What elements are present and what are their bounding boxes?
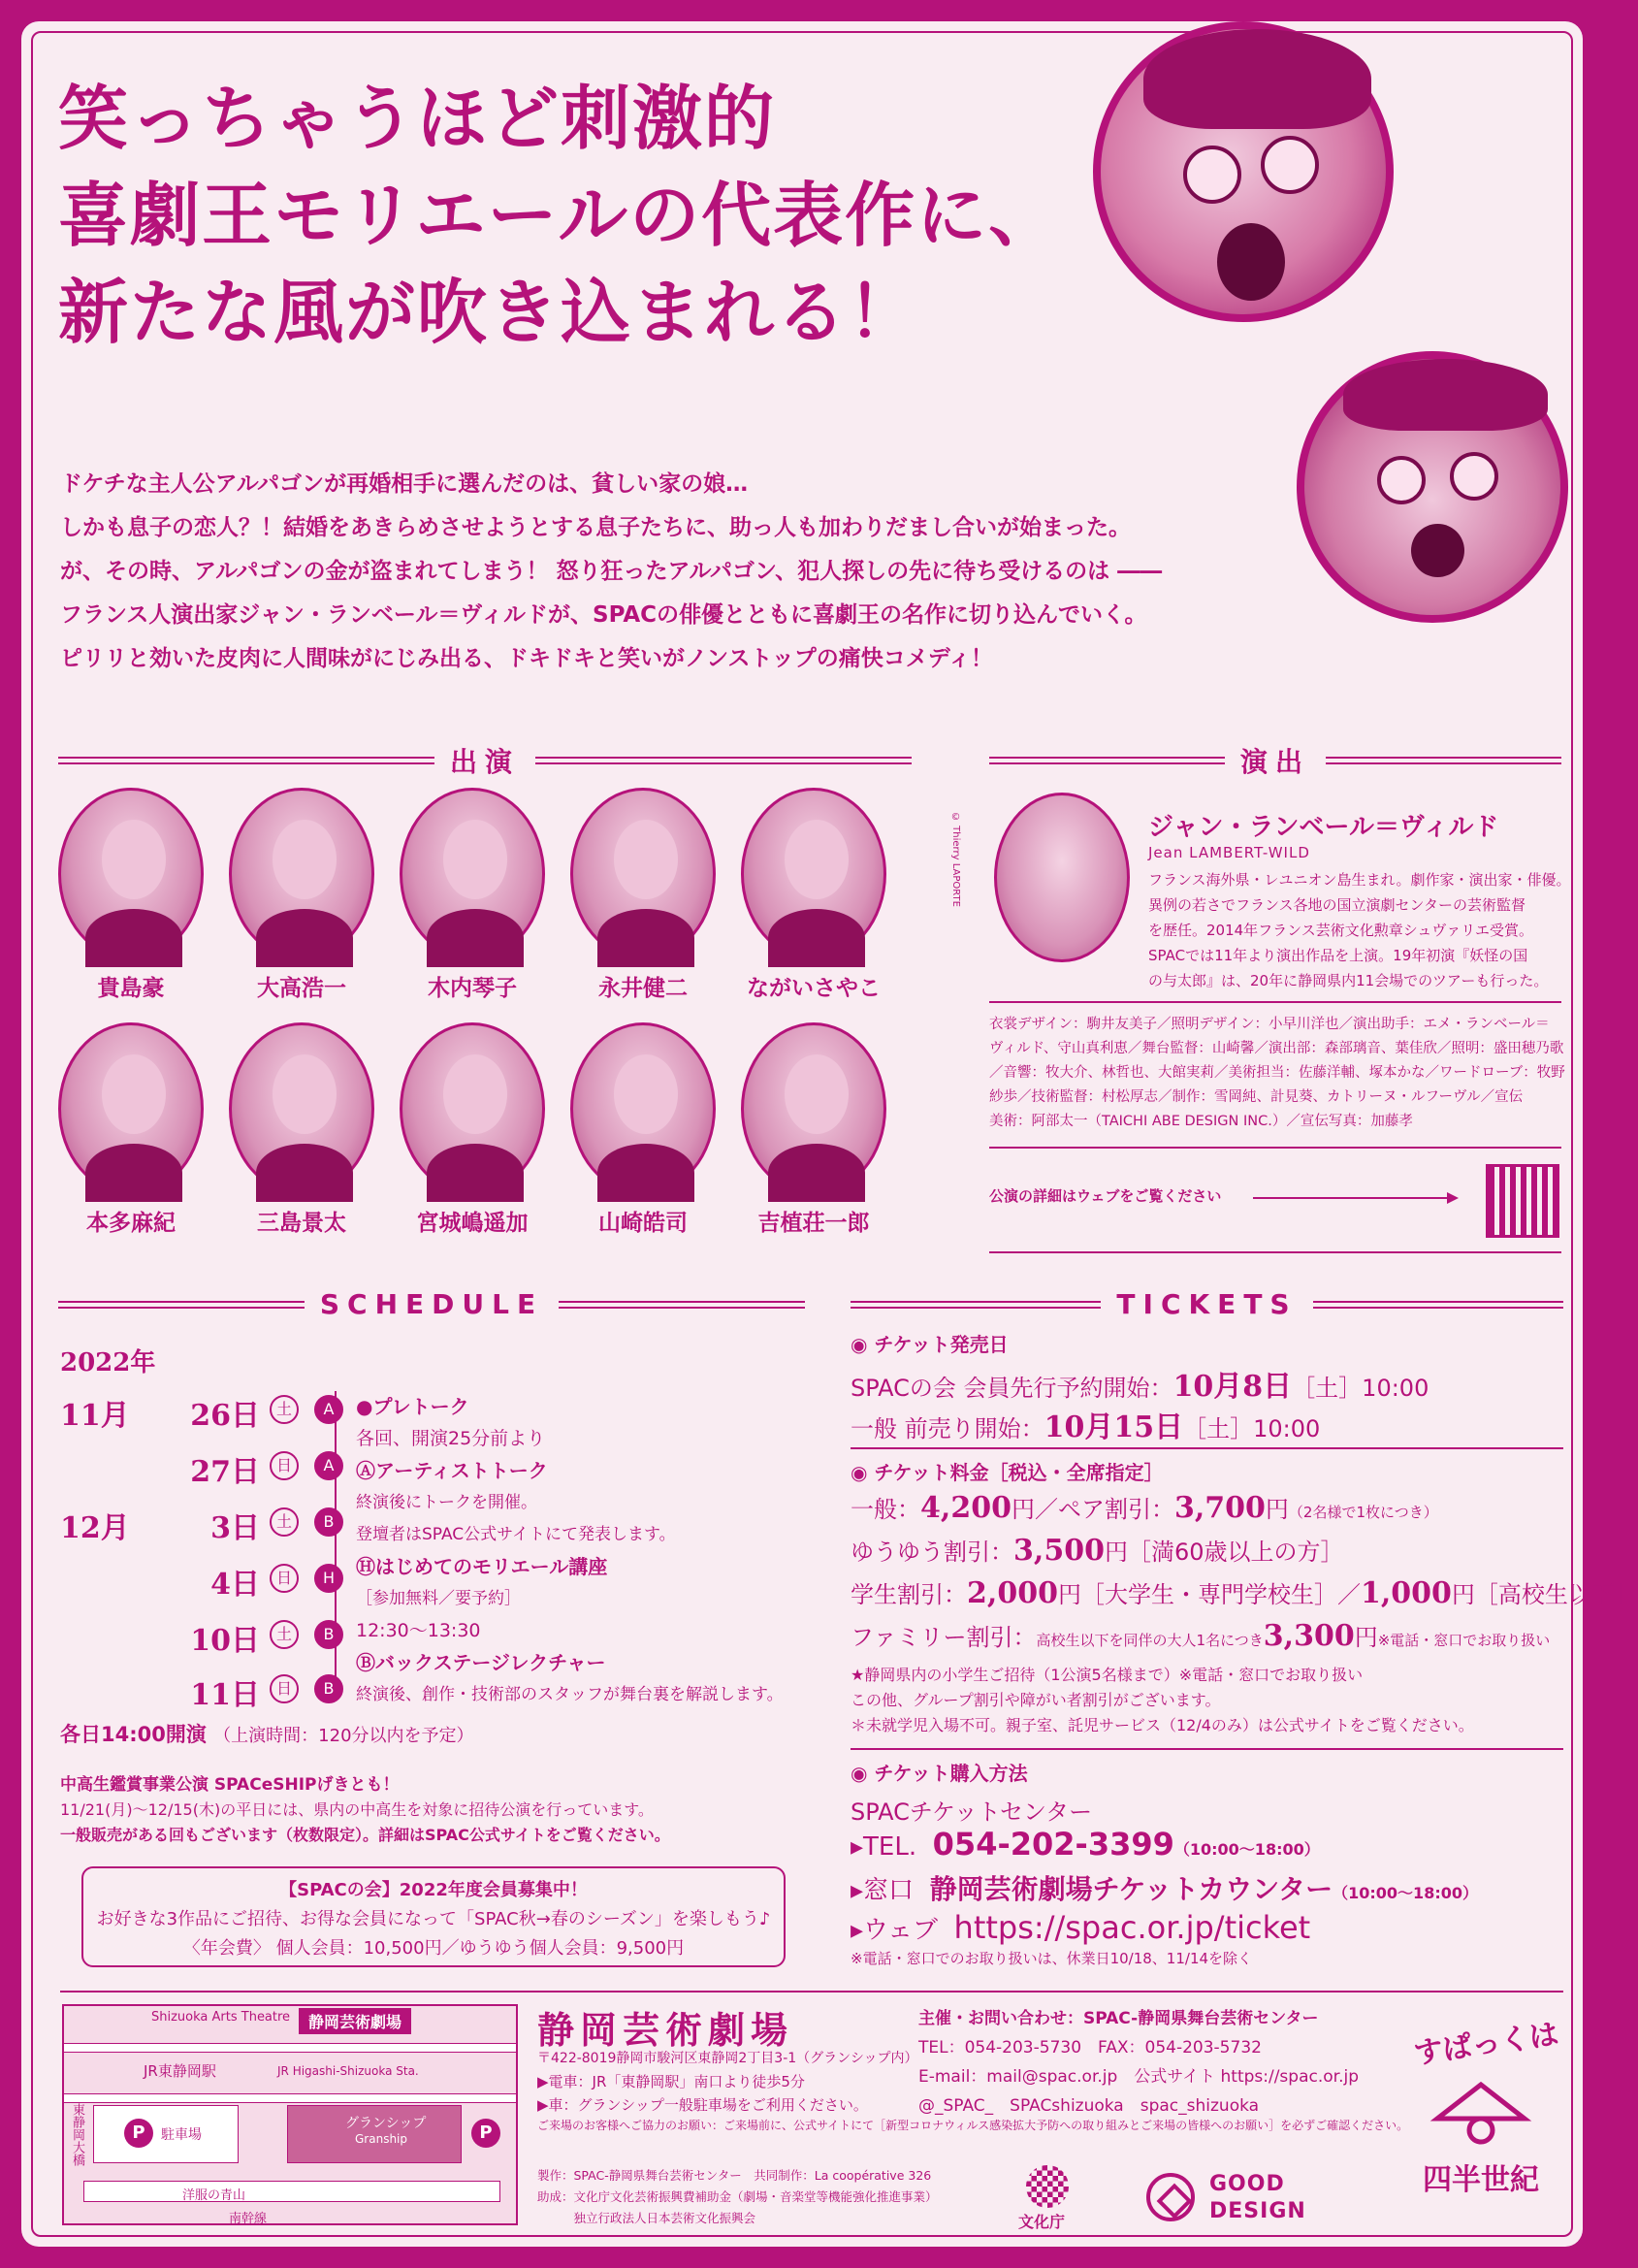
contact-line: TEL：054-203-5730 FAX：054-203-5732 [918, 2038, 1262, 2057]
membership-text: お好きな3作品にご招待、お得な会員になって「SPAC秋→春のシーズン」を楽しもう♪ [96, 1909, 771, 1929]
schedule-year: 2022年 [60, 1348, 156, 1377]
logo-line: すぱっくは [1411, 2017, 1561, 2072]
membership-fee: 〈年会費〉 個人会員：10,500円／ゆうゆう個人会員：9,500円 [182, 1938, 685, 1959]
price-note: 円［大学生・専門学校生］／ [1057, 1581, 1361, 1608]
window-label: ▸窓口 [851, 1876, 915, 1905]
map-south-road [83, 2181, 500, 2202]
cast-name: 貴島豪 [97, 975, 165, 1001]
map-theatre-tag: 静岡芸術劇場 [299, 2008, 411, 2034]
venue-train: ▶電車：JR「東静岡駅」南口より徒歩5分 [537, 2073, 805, 2090]
price-family [851, 1618, 1550, 1653]
cast-photo [400, 788, 545, 960]
price-label: 学生割引： [851, 1581, 967, 1608]
map-rail [64, 2043, 516, 2053]
bio-line: SPACでは11年より演出作品を上演。19年初演『妖怪の国 [1148, 947, 1528, 964]
event-heading: Ⓗはじめてのモリエール講座 [356, 1555, 608, 1578]
price-value: 3,500 [1013, 1534, 1105, 1568]
cast-photo [229, 1022, 374, 1195]
synopsis-line: フランス人演出家ジャン・ランベール＝ヴィルドが、SPACの俳優とともに喜劇王の名作に切り込んでいく。 [60, 602, 1147, 628]
director-title: 演出 [1240, 746, 1311, 778]
cast-member [570, 788, 716, 1002]
synopsis-line: が、その時、アルパゴンの金が盗まれてしまう！ 怒り狂ったアルパゴン、犯人探しの先に待ち受けるのは ―― [60, 559, 1163, 584]
good-design-word: GOOD [1209, 2172, 1285, 2196]
closed-days-note: ※電話・窓口でのお取り扱いは、休業日10/18、11/14を除く [851, 1950, 1253, 1967]
price-student [851, 1575, 1638, 1610]
bio-line: フランス海外県・レユニオン島生まれ。劇作家・演出家・俳優。 [1148, 871, 1571, 889]
cast-member [400, 788, 545, 1002]
map-south-line: 南幹線 [229, 2212, 268, 2226]
tickets-section-title [851, 1288, 1563, 1320]
cast-photo [741, 788, 886, 960]
schedule-month: 11月 [60, 1399, 130, 1433]
headline-line-1: 笑っちゃうほど刺激的 [58, 77, 777, 159]
event-type-badge: H [314, 1564, 343, 1593]
credit-line: 助成：文化庁文化芸術振興費補助金（劇場・音楽堂等機能強化推進事業） [537, 2189, 938, 2204]
price-note: 円［高校生以下］ [1451, 1581, 1638, 1608]
cast-member [58, 788, 204, 1002]
schedule-month: 12月 [60, 1511, 130, 1545]
venue-address: 〒422-8019静岡市駿河区東静岡2丁目3-1（グランシップ内） [537, 2051, 918, 2066]
student-program-title: 中高生鑑賞事業公演 SPACeSHIPげきとも！ [60, 1775, 400, 1795]
weekday-badge: 土 [270, 1395, 299, 1424]
good-design-icon [1146, 2173, 1195, 2221]
event-text: ［参加無料／要予約］ [356, 1589, 521, 1608]
divider [989, 1001, 1561, 1003]
sale-general-date: 10月15日 [1044, 1410, 1184, 1444]
cast-name: ながいさやこ [747, 975, 881, 1001]
event-type-badge: A [314, 1395, 343, 1424]
director-section-title [989, 741, 1561, 780]
cast-member [741, 1022, 886, 1237]
cast-name: 三島景太 [257, 1210, 346, 1236]
event-type-badge: B [314, 1674, 343, 1703]
event-text: 登壇者はSPAC公式サイトにて発表します。 [356, 1525, 676, 1544]
staff-line: ヴィルド、守山真利恵／舞台監督：山崎馨／演出部：森部璃音、葉佳欣／照明：盛田穂乃歌 [989, 1041, 1564, 1056]
price-label: 円／ペア割引： [1011, 1496, 1174, 1523]
opening-label: 各日14:00開演 [60, 1723, 207, 1746]
cast-name: 大高浩一 [257, 975, 346, 1001]
schedule-day: 10日 [190, 1624, 260, 1658]
membership-title: 【SPACの会】2022年度会員募集中！ [279, 1880, 588, 1900]
divider [851, 1447, 1563, 1449]
credit-line: 製作：SPAC-静岡県舞台芸術センター 共同制作：La coopérative 326 [537, 2168, 932, 2183]
lead-actor-photo-large [1093, 21, 1394, 322]
good-design-label [1209, 2171, 1306, 2225]
lead-actor-photo-small [1297, 351, 1568, 623]
cast-photo [229, 788, 374, 960]
purchase-heading: ◉ チケット購入方法 [851, 1762, 1028, 1785]
event-text: 終演後、創作・技術部のスタッフが舞台裏を解説します。 [356, 1685, 784, 1704]
logo-line: 四半世紀 [1423, 2163, 1539, 2197]
bio-line: を歴任。2014年フランス芸術文化勲章シュヴァリエ受賞。 [1148, 922, 1533, 939]
map-shop: 洋服の青山 [182, 2188, 246, 2203]
schedule-day: 4日 [210, 1568, 260, 1602]
bunka-label: 文化庁 [1018, 2213, 1066, 2231]
ticket-tel [851, 1826, 1320, 1863]
schedule-day: 26日 [190, 1399, 260, 1433]
price-unit: 円 [1265, 1496, 1289, 1523]
venue-name: 静岡芸術劇場 [537, 2008, 794, 2052]
tel-number[interactable]: 054-202-3399 [932, 1826, 1174, 1863]
window-hours: （10:00～18:00） [1333, 1884, 1478, 1902]
divider [851, 1748, 1563, 1750]
map-road [64, 2093, 516, 2103]
event-descriptions [356, 1391, 812, 1711]
staff-line: 美術：阿部太一（TAICHI ABE DESIGN INC.）／宣伝写真：加藤孝 [989, 1114, 1413, 1129]
price-heading: ◉ チケット料金［税込・全席指定］ [851, 1461, 1164, 1484]
event-heading: Ⓐアーティストトーク [356, 1459, 548, 1482]
schedule-section-title [58, 1288, 805, 1320]
price-label: 一般： [851, 1496, 920, 1523]
venue-info [537, 2047, 918, 2117]
tel-label: ▸TEL. [851, 1832, 917, 1862]
map-granship: グランシップ [345, 2116, 427, 2131]
cast-photo [570, 1022, 716, 1195]
price-note: 高校生以下を同伴の大人1名につき [1036, 1632, 1264, 1649]
price-general [851, 1490, 1438, 1525]
venue-car: ▶車：グランシップ一般駐車場をご利用ください。 [537, 2096, 868, 2114]
price-label: ゆうゆう割引： [851, 1539, 1013, 1566]
weekday-badge: 土 [270, 1507, 299, 1537]
spac-25th-logo [1403, 2017, 1568, 2214]
map-granship-en: Granship [355, 2132, 407, 2146]
sale-member-time: ［土］10:00 [1292, 1375, 1429, 1402]
credit-line: 独立行政法人日本芸術文化振興会 [537, 2211, 756, 2225]
event-text: 12:30～13:30 [356, 1620, 481, 1641]
cast-name: 宮城嶋遥加 [416, 1210, 529, 1236]
ticket-web [851, 1909, 1310, 1946]
event-heading: Ⓑバックステージレクチャー [356, 1651, 606, 1674]
opening-time [60, 1719, 474, 1748]
synopsis-line: ピリリと効いた皮肉に人間味がにじみ出る、ドキドキと笑いがノンストップの痛快コメディ！ [60, 646, 993, 671]
price-label: ファミリー割引： [851, 1624, 1037, 1651]
membership-box [81, 1866, 786, 1967]
divider [989, 1251, 1561, 1253]
sale-member-date: 10月8日 [1172, 1370, 1293, 1404]
cast-photo [570, 788, 716, 960]
weekday-badge: 日 [270, 1674, 299, 1703]
synopsis [60, 463, 1321, 681]
cast-name: 永井健二 [598, 975, 688, 1001]
cast-name: 木内琴子 [428, 975, 517, 1001]
director-roman-name: Jean LAMBERT-WILD [1148, 844, 1310, 861]
tickets-title: TICKETS [1116, 1288, 1298, 1320]
cast-member [229, 788, 374, 1002]
cast-title: 出演 [450, 746, 521, 778]
cast-name: 本多麻紀 [86, 1210, 176, 1236]
price-note: （2名様で1枚につき） [1288, 1504, 1438, 1521]
headline-line-3: 新たな風が吹き込まれる！ [58, 271, 920, 353]
covid-notice: ご来場のお客様へご協力のお願い：ご来場前に、公式サイトにて［新型コロナウィルス感染拡大予防への取り組みとご来場の皆様へのお願い］を必ずご確認ください。 [537, 2119, 1409, 2132]
event-heading: ●プレトーク [356, 1395, 469, 1418]
price-value: 4,200 [920, 1491, 1012, 1525]
photo-credit: © Thierry LAPORTE [950, 812, 961, 907]
cast-section-title [58, 741, 912, 780]
arrow-right-icon [1253, 1197, 1457, 1199]
director-name: ジャン・ランベール＝ヴィルド [1148, 813, 1499, 842]
staff-credits [989, 1013, 1571, 1134]
cast-name: 山崎皓司 [598, 1210, 688, 1236]
tel-hours: （10:00～18:00） [1173, 1840, 1320, 1859]
divider [989, 1147, 1561, 1149]
cast-member [58, 1022, 204, 1237]
price-senior [851, 1533, 1344, 1568]
map-jr-en: JR Higashi-Shizuoka Sta. [277, 2064, 419, 2078]
event-text: 終演後にトークを開催。 [356, 1493, 537, 1512]
qr-code[interactable] [1486, 1164, 1559, 1238]
sale-general-time: ［土］10:00 [1183, 1415, 1321, 1442]
ticket-url-link[interactable]: https://spac.or.jp/ticket [953, 1909, 1311, 1946]
contact-line: 主催・お問い合わせ：SPAC-静岡県舞台芸術センター [918, 2009, 1319, 2028]
production-credits [537, 2165, 938, 2229]
good-design-word: DESIGN [1209, 2199, 1306, 2223]
weekday-badge: 土 [270, 1620, 299, 1649]
weekday-badge: 日 [270, 1564, 299, 1593]
access-map [62, 2004, 518, 2225]
headline-line-2: 喜劇王モリエールの代表作に、 [58, 174, 1061, 256]
cast-member [400, 1022, 545, 1237]
bio-line: 異例の若さでフランス各地の国立演劇センターの芸術監督 [1148, 896, 1526, 914]
headline [58, 70, 1173, 361]
cast-member [741, 788, 886, 1002]
student-program-text: 11/21(月)～12/15(木)の平日には、県内の中高生を対象に招待公演を行っています。 [60, 1800, 654, 1819]
weekday-badge: 日 [270, 1451, 299, 1480]
student-program-text: 一般販売がある回もございます（枚数限定）。詳細はSPAC公式サイトをご覧ください。 [60, 1826, 670, 1844]
cast-photo [58, 788, 204, 960]
divider [60, 1991, 1563, 1993]
director-bio [1148, 867, 1575, 993]
cast-photo [58, 1022, 204, 1195]
price-value: 3,700 [1173, 1491, 1266, 1525]
web-details-link[interactable]: 公演の詳細はウェブをご覧ください [989, 1187, 1222, 1205]
price-value: 3,300 [1263, 1619, 1355, 1653]
ticket-note: ＊未就学児入場不可。親子室、託児サービス（12/4のみ）は公式サイトをご覧ください。 [851, 1716, 1474, 1734]
synopsis-line: ドケチな主人公アルパゴンが再婚相手に選んだのは、貧しい家の娘… [60, 471, 749, 497]
cast-member [229, 1022, 374, 1237]
price-note: 円［満60歳以上の方］ [1104, 1539, 1344, 1566]
sale-general [851, 1403, 1320, 1445]
cast-name: 吉植荘一郎 [757, 1210, 870, 1236]
contact-line[interactable]: E-mail：mail@spac.or.jp 公式サイト https://spac.or.jp [918, 2067, 1359, 2087]
sale-date-heading: ◉ チケット発売日 [851, 1333, 1009, 1356]
cast-member [570, 1022, 716, 1237]
sale-general-label: 一般 前売り開始： [851, 1415, 1044, 1442]
parking-icon: P [124, 2119, 153, 2148]
divider [335, 1391, 337, 1700]
event-type-badge: B [314, 1507, 343, 1537]
event-type-badge: A [314, 1451, 343, 1480]
price-value: 2,000 [967, 1576, 1058, 1610]
map-theatre-en: Shizuoka Arts Theatre [151, 2010, 291, 2025]
bio-line: の与太郎』は、20年に静岡県内11会場でのツアーも行った。 [1148, 972, 1549, 989]
sale-member-label: SPACの会 会員先行予約開始： [851, 1375, 1173, 1402]
price-value: 1,000 [1360, 1576, 1452, 1610]
price-unit: 円 [1354, 1624, 1378, 1651]
sale-member [851, 1362, 1429, 1405]
schedule-day: 27日 [190, 1455, 260, 1489]
schedule-day: 3日 [210, 1511, 260, 1545]
schedule-title: SCHEDULE [319, 1288, 544, 1320]
schedule-day: 11日 [190, 1678, 260, 1712]
event-text: 各回、開演25分前より [356, 1428, 546, 1449]
bunka-logo-icon [1026, 2165, 1069, 2208]
social-links[interactable]: @_SPAC_ SPACshizuoka spac_shizuoka [918, 2096, 1260, 2116]
map-parking: 駐車場 [161, 2127, 202, 2143]
ticket-center: SPACチケットセンター [851, 1798, 1093, 1826]
map-jr-jp: JR東静岡駅 [144, 2062, 216, 2080]
cast-photo [741, 1022, 886, 1195]
student-program [60, 1772, 797, 1848]
ticket-note: この他、グループ割引や障がい者割引がございます。 [851, 1691, 1221, 1709]
house-icon [1432, 2080, 1529, 2148]
window-name: 静岡芸術劇場チケットカウンター [929, 1873, 1333, 1905]
staff-line: 紗歩／技術監督：村松厚志／制作：雪岡純、計見葵、カトリーヌ・ルフーヴル／宣伝 [989, 1089, 1524, 1105]
parking-icon: P [471, 2119, 500, 2148]
price-note: ※電話・窓口でお取り扱い [1377, 1632, 1551, 1649]
poster [21, 21, 1638, 2247]
ticket-window [851, 1868, 1478, 1907]
organizer-contact [918, 2004, 1403, 2121]
staff-line: ／音響：牧大介、林哲也、大館実莉／美術担当：佐藤洋輔、塚本かな／ワードローブ：牧野 [989, 1065, 1565, 1081]
synopsis-line: しかも息子の恋人？！結婚をあきらめさせようとする息子たちに、助っ人も加わりだまし合いが始まった。 [60, 515, 1131, 540]
map-bridge: 東静岡大橋 [70, 2103, 84, 2166]
web-label: ▸ウェブ [851, 1916, 939, 1945]
ticket-note: ★静岡県内の小学生ご招待（1公演5名様まで）※電話・窓口でお取り扱い [851, 1666, 1364, 1684]
event-type-badge: B [314, 1620, 343, 1649]
cast-photo [400, 1022, 545, 1195]
opening-note: （上演時間：120分以内を予定） [213, 1726, 474, 1746]
staff-line: 衣裳デザイン：駒井友美子／照明デザイン：小早川洋也／演出助手：エメ・ランベール＝ [989, 1017, 1550, 1032]
director-photo [994, 793, 1130, 962]
